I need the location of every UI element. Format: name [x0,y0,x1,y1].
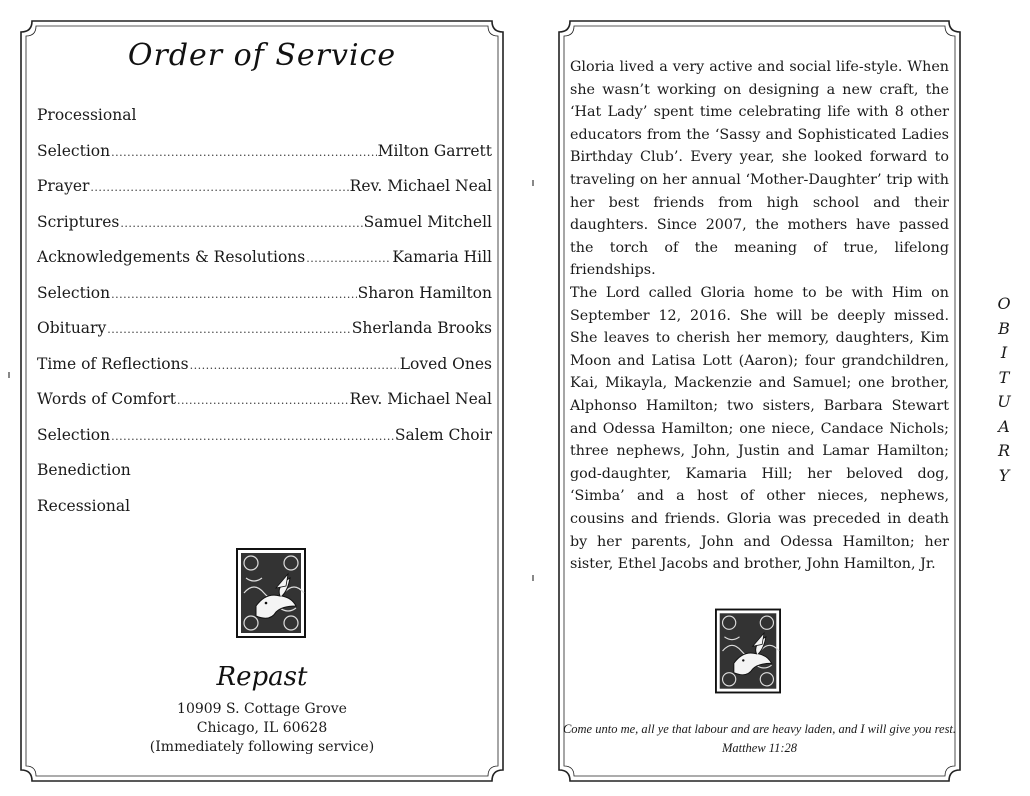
program-person: Milton Garrett [377,141,492,160]
program-item: Acknowledgements & Resolutions [37,248,306,266]
leader-dots [306,252,391,265]
program-person: Sharon Hamilton [357,283,492,302]
dove-ornament-icon [236,548,306,638]
program-item: Words of Comfort [37,390,177,408]
repast-address-line1: 10909 S. Cottage Grove [177,701,347,717]
program-person: Loved Ones [399,354,492,373]
obituary-paragraph-2: The Lord called Gloria home to be with Him on September 12, 2016. She will be deeply missed. She leaves to cherish her memory, daughters, Kim Moon and Latisa Lott (Aaron); four grandchildren, Kai, Mikayla, Mackenzie and Samuel; one brother, Alphonso Hamilton; two sisters, Barbara Stewart and Odessa Hamilton; one niece, Candace Nichols; three nephews, John, Justin and Lamar Hamilton; god-daughter, Kamaria Hill; her beloved dog, ‘Simba’ and a host of other nieces, nephews, cousins and friends. Gloria was preceded in death by her parents, John and Odessa Hamilton; her sister, Ethel Jacobs and brother, John Hamilton, Jr. [570,285,949,573]
leader-dots [111,430,394,443]
leader-dots [111,288,356,301]
dove-ornament-icon [715,608,781,694]
vertical-letter: B [998,318,1010,338]
vertical-letter: A [998,416,1010,436]
program-row [37,177,492,213]
vertical-letter: Y [998,465,1010,485]
obituary-vertical-label [992,292,1016,488]
program-row [37,213,492,249]
scan-mark [8,372,10,378]
vertical-letter: U [997,392,1011,411]
program-item: Benediction [37,461,131,479]
program-person: Rev. Michael Neal [349,390,492,408]
scripture-verse [556,720,963,758]
obituary-panel [556,18,963,784]
order-of-service-title: Order of Service [127,38,397,73]
program-row [37,461,492,497]
repast-address-line2: Chicago, IL 60628 [196,720,328,736]
vertical-letter: R [997,441,1011,460]
program-person: Salem Choir [394,425,492,444]
program-item: Selection [37,283,111,302]
program-person: Rev. Michael Neal [349,177,492,195]
verse-reference: Matthew 11:28 [721,741,798,755]
program-item: Selection [37,425,111,444]
vertical-letter: O [997,294,1011,313]
vertical-letter: T [998,367,1010,387]
leader-dots [177,394,349,407]
order-of-service-panel [18,18,506,784]
leader-dots [90,181,348,194]
program-item: Selection [37,141,111,160]
program-row [37,390,492,426]
repast-title: Repast [216,662,308,692]
program-person: Sherlanda Brooks [351,319,492,337]
program-item: Recessional [37,496,131,515]
program-item: Obituary [37,319,107,337]
scan-mark [532,180,534,186]
program-row [37,142,492,178]
repast-note: (Immediately following service) [149,739,375,755]
program-person: Kamaria Hill [392,248,492,266]
leader-dots [111,146,377,159]
repast-details [18,700,506,757]
program-row [37,248,492,284]
verse-text: Come unto me, all ye that labour and are heavy laden, and I will give you rest. [562,722,957,736]
program-item: Time of Reflections [37,354,189,373]
program-item: Scriptures [37,212,120,231]
vertical-letter: I [1000,343,1008,362]
program-row [37,106,492,142]
program-item: Processional [37,106,137,124]
program-list [37,106,492,532]
scan-mark [532,575,534,581]
program-person: Samuel Mitchell [363,212,492,231]
leader-dots [120,217,362,230]
program-row [37,497,492,533]
program-item: Prayer [37,177,90,195]
obituary-paragraph-1: Gloria lived a very active and social life-style. When she wasn’t working on designing a new craft, the ‘Hat Lady’ spent time celebrating life with 8 other educators from the ‘Sassy and Sophisticated Ladies Birthday Club’. Every year, she looked forward to traveling on her annual ‘Mother-Daughter’ trip with her best friends from high school and their daughters. Since 2007, the mothers have passed the torch of the meaning of true, lifelong friendships. [570,59,949,279]
leader-dots [190,359,399,372]
program-row [37,284,492,320]
program-row [37,355,492,391]
program-row [37,319,492,355]
leader-dots [107,323,351,336]
program-row [37,426,492,462]
